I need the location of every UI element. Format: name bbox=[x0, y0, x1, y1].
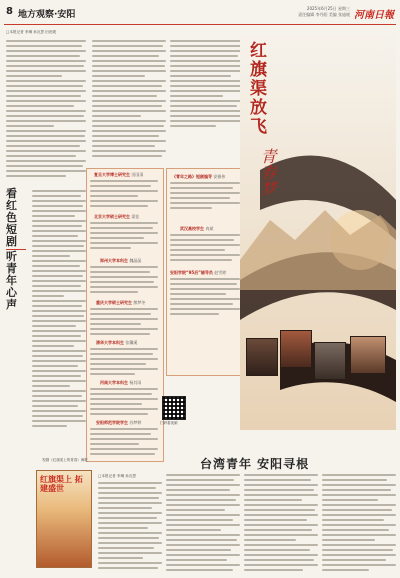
hero-title-char: 放 bbox=[250, 98, 268, 118]
story-column-4 bbox=[322, 474, 396, 574]
hero-subtitle: 青春梦 bbox=[258, 148, 277, 196]
qa-title bbox=[94, 214, 139, 220]
qa-text bbox=[90, 222, 158, 252]
qa-text bbox=[90, 428, 158, 458]
pull-char: 年 bbox=[6, 274, 17, 287]
qa-text bbox=[170, 182, 240, 212]
qa-role: 《青年之路》短剧编导 bbox=[172, 174, 212, 179]
qa-person: 冉斌 bbox=[205, 226, 214, 231]
qa-title bbox=[100, 380, 141, 386]
qa-title bbox=[170, 270, 226, 276]
qa-title bbox=[96, 420, 141, 426]
qa-text bbox=[90, 388, 158, 418]
qr-code[interactable] bbox=[162, 396, 186, 420]
qa-text bbox=[90, 348, 158, 378]
hero-title-char: 红 bbox=[250, 41, 268, 61]
article-column-1 bbox=[6, 40, 86, 180]
qa-person: 田国清 bbox=[131, 172, 144, 177]
story-column-2 bbox=[166, 474, 240, 574]
qa-title bbox=[96, 300, 145, 306]
portrait-image bbox=[314, 342, 346, 380]
pull-char: 看 bbox=[6, 187, 17, 200]
hero-title-char: 渠 bbox=[250, 79, 268, 99]
header-date: 2025年6月25日 星期三 bbox=[306, 6, 350, 11]
page-number: 8 bbox=[6, 6, 13, 17]
qa-title bbox=[96, 340, 137, 346]
header-editors: 责任编辑 李丹阳 美编 张迪媛 bbox=[298, 12, 350, 17]
pull-char: 心 bbox=[6, 286, 17, 299]
portrait-image bbox=[246, 338, 278, 376]
qa-person: 张馨溪 bbox=[125, 340, 138, 345]
qa-role: 安阳师范学院学生 bbox=[96, 420, 128, 425]
pull-char: 听 bbox=[6, 250, 17, 263]
story-byline: □本报记者 李琳 孙沉思 bbox=[98, 474, 137, 478]
hero-title bbox=[250, 42, 268, 137]
newspaper-logo: 河南日報 bbox=[354, 10, 394, 21]
top-byline: □本报记者 李琳 孙沉思 田世媛 bbox=[6, 30, 56, 34]
header-meta bbox=[230, 6, 350, 18]
portrait-image bbox=[350, 336, 386, 374]
qa-role: 北京大学硕士研究生 bbox=[94, 214, 130, 219]
story-column-3 bbox=[244, 474, 318, 574]
hero-title-char: 旗 bbox=[250, 60, 268, 80]
qa-person: 熊梦冬 bbox=[133, 300, 146, 305]
qr-caption: 扫码看视频 bbox=[160, 421, 178, 425]
portrait-image bbox=[280, 330, 312, 368]
qa-role: 清华大学本科生 bbox=[96, 340, 124, 345]
qa-role: 河南大学本科生 bbox=[100, 380, 128, 385]
qa-title bbox=[180, 226, 213, 232]
page-header bbox=[4, 4, 396, 25]
story-column-1 bbox=[98, 482, 162, 572]
story-title: 台湾青年 安阳寻根 bbox=[200, 457, 310, 471]
pull-char: 短 bbox=[6, 223, 17, 236]
qa-person: 梁佳 bbox=[131, 214, 140, 219]
qa-text bbox=[90, 266, 158, 296]
article-column-2 bbox=[92, 40, 166, 160]
qa-text bbox=[170, 278, 240, 318]
section-title: 地方观察·安阳 bbox=[18, 10, 76, 20]
pull-char: 青 bbox=[6, 262, 17, 275]
qa-text bbox=[90, 180, 158, 210]
pull-char: 剧 bbox=[6, 235, 17, 248]
qa-person: 安雅伟 bbox=[213, 174, 226, 179]
qa-role: 复旦大学博士研究生 bbox=[94, 172, 130, 177]
hero-title-char: 飞 bbox=[250, 117, 268, 137]
pull-quote bbox=[6, 188, 28, 311]
poster-title: 红旗渠上 拓建盛世 bbox=[40, 474, 83, 493]
qa-text bbox=[90, 308, 158, 338]
qa-role: 郑州大学本科生 bbox=[100, 258, 128, 263]
qa-role: 安阳学院“95后”辅导员 bbox=[170, 270, 213, 275]
article-column-1b bbox=[32, 190, 86, 430]
qa-text bbox=[170, 234, 240, 264]
pull-char: 色 bbox=[6, 211, 17, 224]
qa-person: 杨其雨 bbox=[129, 380, 142, 385]
qa-title bbox=[94, 172, 143, 178]
qa-role: 武汉高校学生 bbox=[180, 226, 204, 231]
qa-person: 苏梦婷 bbox=[129, 420, 142, 425]
qa-title bbox=[172, 174, 225, 180]
qa-role: 重庆大学硕士研究生 bbox=[96, 300, 132, 305]
pull-char: 声 bbox=[6, 298, 17, 311]
qa-title bbox=[100, 258, 141, 264]
qa-person: 赵雪婷 bbox=[214, 270, 227, 275]
article-column-3 bbox=[170, 40, 246, 130]
poster-caption: 短剧《红旗渠上的青春》海报 bbox=[42, 458, 88, 462]
qa-person: 魏晶晶 bbox=[129, 258, 142, 263]
pull-char: 红 bbox=[6, 199, 17, 212]
